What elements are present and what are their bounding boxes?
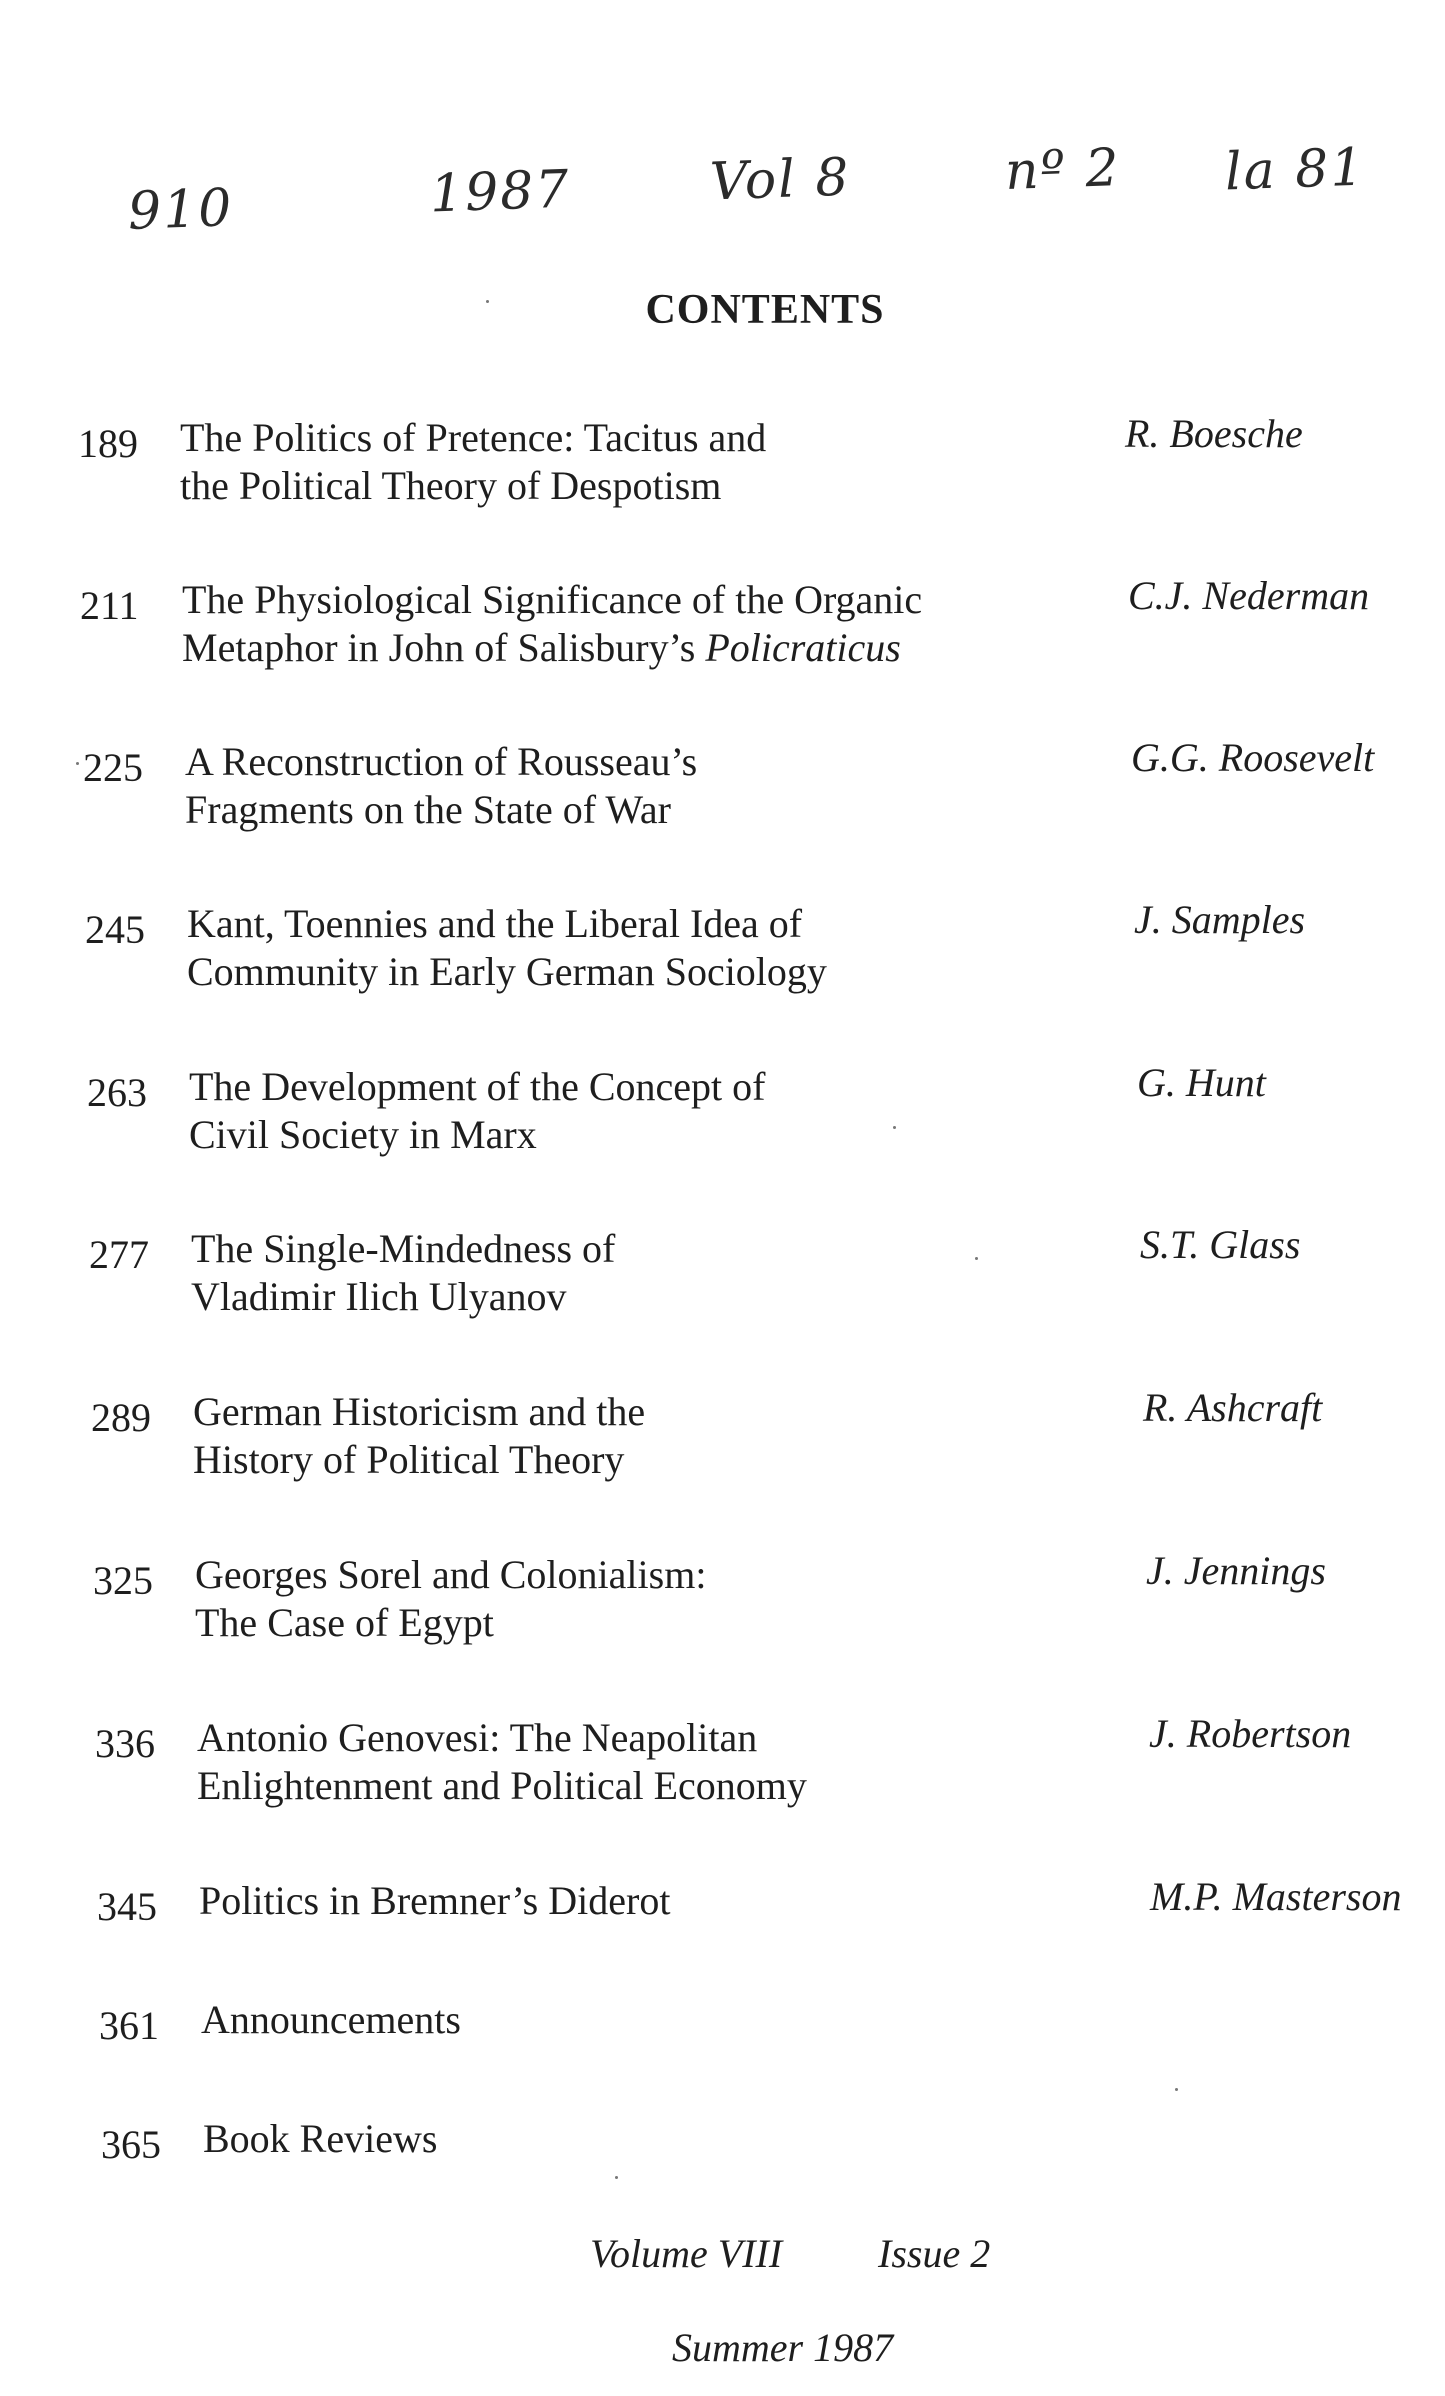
entry-title-line bbox=[182, 624, 922, 672]
entry-title bbox=[187, 900, 827, 996]
entry-title-line: The Single-Mindedness of bbox=[191, 1226, 616, 1271]
scan-speck bbox=[486, 300, 489, 303]
entry-title bbox=[189, 1063, 765, 1159]
entry-page-number: 189 bbox=[78, 421, 138, 466]
entry-title bbox=[191, 1225, 615, 1321]
entry-title-line: Vladimir Ilich Ulyanov bbox=[191, 1274, 567, 1319]
entry-title bbox=[203, 2115, 437, 2163]
page-title: CONTENTS bbox=[645, 287, 885, 333]
handwritten-volume: Vol 8 bbox=[708, 147, 852, 213]
entry-author: J. Jennings bbox=[1146, 1548, 1326, 1593]
entry-title-line: Fragments on the State of War bbox=[185, 787, 671, 832]
entry-author: J. Samples bbox=[1134, 897, 1306, 942]
entry-page-number: 211 bbox=[80, 583, 139, 628]
entry-title bbox=[193, 1388, 645, 1484]
scan-speck bbox=[1175, 2088, 1178, 2091]
entry-title-text: Metaphor in John of Salisbury’s bbox=[182, 625, 706, 670]
entry-author: R. Boesche bbox=[1125, 411, 1303, 456]
entry-title-line: A Reconstruction of Rousseau’s bbox=[185, 739, 698, 784]
entry-title-line: German Historicism and the bbox=[193, 1389, 646, 1434]
toc-entry bbox=[0, 2116, 1445, 2221]
entry-page-number: 277 bbox=[89, 1232, 149, 1277]
entry-author: C.J. Nederman bbox=[1128, 573, 1370, 618]
entry-title bbox=[201, 1996, 461, 2044]
entry-title-line: Announcements bbox=[201, 1997, 461, 2042]
entry-title-line: Book Reviews bbox=[203, 2116, 438, 2161]
entry-title-line: Civil Society in Marx bbox=[189, 1112, 537, 1157]
entry-author: S.T. Glass bbox=[1140, 1222, 1301, 1267]
entry-title bbox=[199, 1877, 670, 1925]
entry-title bbox=[195, 1551, 706, 1647]
toc-entry bbox=[0, 1997, 1445, 2102]
entry-title bbox=[182, 576, 922, 672]
scan-speck bbox=[76, 762, 79, 765]
entry-page-number: 365 bbox=[101, 2122, 161, 2167]
entry-title-line: The Politics of Pretence: Tacitus and bbox=[180, 415, 767, 460]
entry-title-line: Enlightenment and Political Economy bbox=[197, 1763, 807, 1808]
entry-title bbox=[180, 414, 766, 510]
entry-title-line: Georges Sorel and Colonialism: bbox=[195, 1552, 707, 1597]
entry-page-number: 289 bbox=[91, 1395, 151, 1440]
entry-author: R. Ashcraft bbox=[1143, 1385, 1323, 1430]
toc-entry bbox=[0, 1060, 1445, 1169]
entry-title-line: Politics in Bremner’s Diderot bbox=[199, 1878, 671, 1923]
entry-page-number: 361 bbox=[99, 2003, 159, 2048]
entry-author: M.P. Masterson bbox=[1150, 1874, 1402, 1919]
toc-entry bbox=[0, 411, 1445, 520]
toc-entry bbox=[0, 1548, 1445, 1657]
handwritten-number: nº 2 bbox=[1003, 138, 1122, 202]
footer-volume: Volume VIII bbox=[590, 2231, 783, 2276]
toc-entry bbox=[0, 1711, 1445, 1820]
toc-entry bbox=[0, 1385, 1445, 1494]
entry-author: G.G. Roosevelt bbox=[1131, 735, 1375, 780]
handwritten-call-number: 910 bbox=[126, 178, 235, 242]
handwritten-suffix: la 81 bbox=[1223, 137, 1367, 203]
entry-title-line: The Development of the Concept of bbox=[189, 1064, 766, 1109]
entry-title-italic: Policraticus bbox=[705, 625, 901, 670]
scan-speck bbox=[975, 1257, 978, 1260]
handwritten-year: 1987 bbox=[428, 159, 572, 225]
footer-issue: Issue 2 bbox=[878, 2231, 991, 2276]
footer-season: Summer 1987 bbox=[672, 2325, 894, 2370]
entry-title-line: Kant, Toennies and the Liberal Idea of bbox=[187, 901, 803, 946]
entry-title-line: The Physiological Significance of the Organic bbox=[182, 577, 923, 622]
entry-title bbox=[185, 738, 697, 834]
entry-author: G. Hunt bbox=[1137, 1060, 1266, 1105]
entry-title-line: The Case of Egypt bbox=[195, 1600, 494, 1645]
entry-page-number: 345 bbox=[97, 1884, 157, 1929]
toc-entry bbox=[0, 1874, 1445, 1983]
toc-entry bbox=[0, 735, 1445, 844]
entry-page-number: 263 bbox=[87, 1070, 147, 1115]
toc-entry bbox=[0, 573, 1445, 682]
entry-author: J. Robertson bbox=[1149, 1711, 1352, 1756]
entry-page-number: 245 bbox=[85, 907, 145, 952]
entry-title-line: History of Political Theory bbox=[193, 1437, 625, 1482]
scan-speck bbox=[893, 1126, 896, 1129]
entry-title-line: Community in Early German Sociology bbox=[187, 949, 827, 994]
scan-speck bbox=[615, 2176, 618, 2179]
toc-entry bbox=[0, 1222, 1445, 1331]
entry-page-number: 225 bbox=[83, 745, 143, 790]
entry-page-number: 336 bbox=[95, 1721, 155, 1766]
entry-title bbox=[197, 1714, 807, 1810]
toc-entry bbox=[0, 897, 1445, 1006]
entry-title-line: Antonio Genovesi: The Neapolitan bbox=[197, 1715, 758, 1760]
entry-page-number: 325 bbox=[93, 1558, 153, 1603]
entry-title-line: the Political Theory of Despotism bbox=[180, 463, 722, 508]
